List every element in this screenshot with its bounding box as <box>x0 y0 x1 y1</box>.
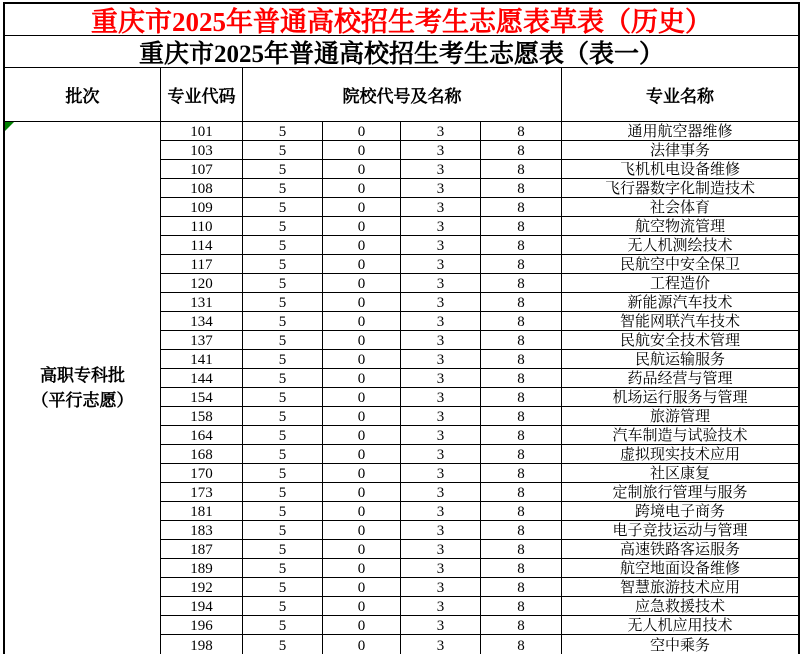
table-row <box>161 160 798 179</box>
college-code-digit-cell: 3 <box>401 407 481 425</box>
major-code-cell: 131 <box>161 293 243 311</box>
table-row <box>161 426 798 445</box>
college-code-digit-cell: 5 <box>243 312 323 330</box>
major-code-cell: 154 <box>161 388 243 406</box>
college-code-digit-cell: 3 <box>401 464 481 482</box>
table-row <box>161 122 798 141</box>
table-row <box>161 369 798 388</box>
college-code-digit-cell: 8 <box>481 635 562 654</box>
table-header-row <box>5 68 798 122</box>
major-name-cell: 电子竞技运动与管理 <box>612 523 748 539</box>
major-code-cell: 134 <box>161 312 243 330</box>
major-code-cell: 108 <box>161 179 243 197</box>
table-row <box>161 578 798 597</box>
college-code-digit-cell: 8 <box>481 312 562 330</box>
major-code-cell: 114 <box>161 236 243 254</box>
table-row <box>161 388 798 407</box>
college-code-digit-cell: 0 <box>323 255 401 273</box>
table-row <box>161 312 798 331</box>
table-row <box>161 274 798 293</box>
college-code-digit-cell: 0 <box>323 559 401 577</box>
major-code-cell: 109 <box>161 198 243 216</box>
college-code-digit-cell: 5 <box>243 122 323 140</box>
college-code-digit-cell: 3 <box>401 597 481 615</box>
college-code-digit-cell: 3 <box>401 426 481 444</box>
major-name-cell: 高速铁路客运服务 <box>619 542 740 558</box>
header-batch: 批次 <box>5 68 161 121</box>
college-code-digit-cell: 5 <box>243 388 323 406</box>
college-code-digit-cell: 0 <box>323 388 401 406</box>
table-row <box>161 635 798 654</box>
college-code-digit-cell: 5 <box>243 445 323 463</box>
major-code-cell: 196 <box>161 616 243 634</box>
major-code-cell: 183 <box>161 521 243 539</box>
major-name-cell: 虚拟现实技术应用 <box>619 447 740 463</box>
college-code-digit-cell: 8 <box>481 255 562 273</box>
major-name-cell: 社区康复 <box>649 466 710 482</box>
college-code-digit-cell: 0 <box>323 350 401 368</box>
college-code-digit-cell: 3 <box>401 578 481 596</box>
major-code-cell: 164 <box>161 426 243 444</box>
college-code-digit-cell: 3 <box>401 445 481 463</box>
major-code-cell: 107 <box>161 160 243 178</box>
major-name-cell: 飞行器数字化制造技术 <box>604 181 755 197</box>
college-code-digit-cell: 5 <box>243 255 323 273</box>
table-row <box>161 255 798 274</box>
major-name-cell: 跨境电子商务 <box>634 504 725 520</box>
college-code-digit-cell: 0 <box>323 445 401 463</box>
college-code-digit-cell: 8 <box>481 559 562 577</box>
batch-merged-cell <box>5 122 161 654</box>
college-code-digit-cell: 5 <box>243 559 323 577</box>
table-row <box>161 350 798 369</box>
table-row <box>161 521 798 540</box>
college-code-digit-cell: 8 <box>481 293 562 311</box>
table-rows <box>161 122 798 654</box>
college-code-digit-cell: 5 <box>243 369 323 387</box>
college-code-digit-cell: 8 <box>481 521 562 539</box>
college-code-digit-cell: 3 <box>401 236 481 254</box>
college-code-digit-cell: 5 <box>243 540 323 558</box>
major-code-cell: 189 <box>161 559 243 577</box>
major-code-cell: 168 <box>161 445 243 463</box>
college-code-digit-cell: 0 <box>323 179 401 197</box>
table-row <box>161 502 798 521</box>
table-row <box>161 597 798 616</box>
major-name-cell: 智慧旅游技术应用 <box>619 580 740 596</box>
major-name-cell: 应急救援技术 <box>634 599 725 615</box>
table-row <box>161 407 798 426</box>
college-code-digit-cell: 8 <box>481 198 562 216</box>
college-code-digit-cell: 3 <box>401 350 481 368</box>
table-row <box>161 293 798 312</box>
college-code-digit-cell: 5 <box>243 293 323 311</box>
college-code-digit-cell: 5 <box>243 274 323 292</box>
college-code-digit-cell: 0 <box>323 122 401 140</box>
major-name-cell: 药品经营与管理 <box>627 371 733 387</box>
college-code-digit-cell: 8 <box>481 369 562 387</box>
college-code-digit-cell: 5 <box>243 426 323 444</box>
college-code-digit-cell: 8 <box>481 540 562 558</box>
college-code-digit-cell: 0 <box>323 616 401 634</box>
college-code-digit-cell: 8 <box>481 616 562 634</box>
major-code-cell: 144 <box>161 369 243 387</box>
college-code-digit-cell: 5 <box>243 407 323 425</box>
header-college-code-name: 院校代号及名称 <box>243 68 562 121</box>
college-code-digit-cell: 8 <box>481 407 562 425</box>
college-code-digit-cell: 0 <box>323 635 401 654</box>
college-code-digit-cell: 0 <box>323 578 401 596</box>
college-code-digit-cell: 5 <box>243 521 323 539</box>
college-code-digit-cell: 8 <box>481 597 562 615</box>
table-row <box>161 616 798 635</box>
batch-name-line1: 高职专科批 <box>40 366 125 385</box>
major-name-cell: 旅游管理 <box>649 409 710 425</box>
college-code-digit-cell: 8 <box>481 483 562 501</box>
major-name-cell: 法律事务 <box>649 143 710 159</box>
college-code-digit-cell: 8 <box>481 274 562 292</box>
college-code-digit-cell: 3 <box>401 293 481 311</box>
college-code-digit-cell: 8 <box>481 236 562 254</box>
college-code-digit-cell: 3 <box>401 616 481 634</box>
college-code-digit-cell: 5 <box>243 198 323 216</box>
college-code-digit-cell: 0 <box>323 312 401 330</box>
table-row <box>161 559 798 578</box>
major-code-cell: 170 <box>161 464 243 482</box>
table-row <box>161 236 798 255</box>
college-code-digit-cell: 0 <box>323 274 401 292</box>
table-row <box>161 445 798 464</box>
college-code-digit-cell: 5 <box>243 160 323 178</box>
college-code-digit-cell: 5 <box>243 578 323 596</box>
main-title: 重庆市2025年普通高校招生考生志愿表（表一） <box>5 36 798 68</box>
table-row <box>161 483 798 502</box>
college-code-digit-cell: 0 <box>323 483 401 501</box>
college-code-digit-cell: 3 <box>401 502 481 520</box>
header-major-name: 专业名称 <box>646 87 714 106</box>
table-row <box>161 141 798 160</box>
major-name-cell: 通用航空器维修 <box>627 124 733 140</box>
college-code-digit-cell: 8 <box>481 122 562 140</box>
table-row <box>161 179 798 198</box>
college-code-digit-cell: 3 <box>401 635 481 654</box>
excel-error-triangle-icon <box>5 122 14 131</box>
college-code-digit-cell: 8 <box>481 350 562 368</box>
major-name-cell: 无人机应用技术 <box>627 618 733 634</box>
college-code-digit-cell: 0 <box>323 540 401 558</box>
major-name-cell: 民航运输服务 <box>634 352 725 368</box>
college-code-digit-cell: 0 <box>323 217 401 235</box>
table-row <box>161 198 798 217</box>
major-code-cell: 110 <box>161 217 243 235</box>
major-code-cell: 187 <box>161 540 243 558</box>
college-code-digit-cell: 5 <box>243 635 323 654</box>
college-code-digit-cell: 0 <box>323 597 401 615</box>
college-code-digit-cell: 5 <box>243 236 323 254</box>
college-code-digit-cell: 0 <box>323 198 401 216</box>
college-code-digit-cell: 5 <box>243 502 323 520</box>
college-code-digit-cell: 3 <box>401 274 481 292</box>
college-code-digit-cell: 3 <box>401 331 481 349</box>
batch-name-line2: （平行志愿） <box>31 391 134 410</box>
college-code-digit-cell: 8 <box>481 445 562 463</box>
college-code-digit-cell: 5 <box>243 616 323 634</box>
college-code-digit-cell: 0 <box>323 464 401 482</box>
college-code-digit-cell: 3 <box>401 388 481 406</box>
college-code-digit-cell: 3 <box>401 179 481 197</box>
major-code-cell: 158 <box>161 407 243 425</box>
college-code-digit-cell: 3 <box>401 198 481 216</box>
major-name-cell: 机场运行服务与管理 <box>612 390 748 406</box>
college-code-digit-cell: 0 <box>323 369 401 387</box>
major-code-cell: 198 <box>161 635 243 654</box>
major-name-cell: 民航空中安全保卫 <box>619 257 740 273</box>
college-code-digit-cell: 3 <box>401 160 481 178</box>
major-code-cell: 194 <box>161 597 243 615</box>
college-code-digit-cell: 5 <box>243 141 323 159</box>
header-major-code: 专业代码 <box>161 68 243 121</box>
major-name-cell: 新能源汽车技术 <box>627 295 733 311</box>
major-code-cell: 192 <box>161 578 243 596</box>
college-code-digit-cell: 0 <box>323 331 401 349</box>
college-code-digit-cell: 5 <box>243 217 323 235</box>
college-code-digit-cell: 8 <box>481 331 562 349</box>
college-code-digit-cell: 0 <box>323 426 401 444</box>
college-code-digit-cell: 0 <box>323 141 401 159</box>
major-code-cell: 117 <box>161 255 243 273</box>
college-code-digit-cell: 5 <box>243 179 323 197</box>
major-code-cell: 103 <box>161 141 243 159</box>
college-code-digit-cell: 8 <box>481 426 562 444</box>
major-code-cell: 141 <box>161 350 243 368</box>
college-code-digit-cell: 8 <box>481 578 562 596</box>
major-name-cell: 无人机测绘技术 <box>627 238 733 254</box>
college-code-digit-cell: 3 <box>401 521 481 539</box>
draft-title: 重庆市2025年普通高校招生考生志愿表草表（历史） <box>5 4 798 36</box>
college-code-digit-cell: 0 <box>323 521 401 539</box>
major-code-cell: 120 <box>161 274 243 292</box>
college-code-digit-cell: 8 <box>481 217 562 235</box>
college-code-digit-cell: 8 <box>481 160 562 178</box>
table-row <box>161 540 798 559</box>
college-code-digit-cell: 3 <box>401 255 481 273</box>
college-code-digit-cell: 5 <box>243 331 323 349</box>
table-body <box>5 122 798 654</box>
major-name-cell: 航空物流管理 <box>634 219 725 235</box>
major-name-cell: 智能网联汽车技术 <box>619 314 740 330</box>
college-code-digit-cell: 0 <box>323 236 401 254</box>
college-code-digit-cell: 5 <box>243 597 323 615</box>
college-code-digit-cell: 3 <box>401 369 481 387</box>
college-code-digit-cell: 0 <box>323 407 401 425</box>
college-code-digit-cell: 8 <box>481 388 562 406</box>
major-code-cell: 173 <box>161 483 243 501</box>
college-code-digit-cell: 3 <box>401 559 481 577</box>
college-code-digit-cell: 8 <box>481 141 562 159</box>
college-code-digit-cell: 0 <box>323 160 401 178</box>
major-name-cell: 定制旅行管理与服务 <box>612 485 748 501</box>
major-name-cell: 空中乘务 <box>649 638 710 654</box>
college-code-digit-cell: 8 <box>481 502 562 520</box>
college-code-digit-cell: 3 <box>401 312 481 330</box>
college-code-digit-cell: 5 <box>243 483 323 501</box>
college-code-digit-cell: 3 <box>401 483 481 501</box>
major-name-cell: 工程造价 <box>649 276 710 292</box>
table-row <box>161 217 798 236</box>
major-name-cell: 社会体育 <box>649 200 710 216</box>
major-code-cell: 137 <box>161 331 243 349</box>
college-code-digit-cell: 8 <box>481 464 562 482</box>
major-code-cell: 101 <box>161 122 243 140</box>
college-code-digit-cell: 3 <box>401 141 481 159</box>
college-code-digit-cell: 0 <box>323 293 401 311</box>
college-code-digit-cell: 3 <box>401 217 481 235</box>
college-code-digit-cell: 3 <box>401 122 481 140</box>
major-name-cell: 民航安全技术管理 <box>619 333 740 349</box>
college-code-digit-cell: 5 <box>243 350 323 368</box>
major-name-cell: 航空地面设备维修 <box>619 561 740 577</box>
college-code-digit-cell: 3 <box>401 540 481 558</box>
major-name-cell: 汽车制造与试验技术 <box>612 428 748 444</box>
college-code-digit-cell: 5 <box>243 464 323 482</box>
college-code-digit-cell: 0 <box>323 502 401 520</box>
volunteer-form-table <box>3 2 800 654</box>
college-code-digit-cell: 8 <box>481 179 562 197</box>
major-code-cell: 181 <box>161 502 243 520</box>
table-row <box>161 331 798 350</box>
major-name-cell: 飞机机电设备维修 <box>619 162 740 178</box>
table-row <box>161 464 798 483</box>
